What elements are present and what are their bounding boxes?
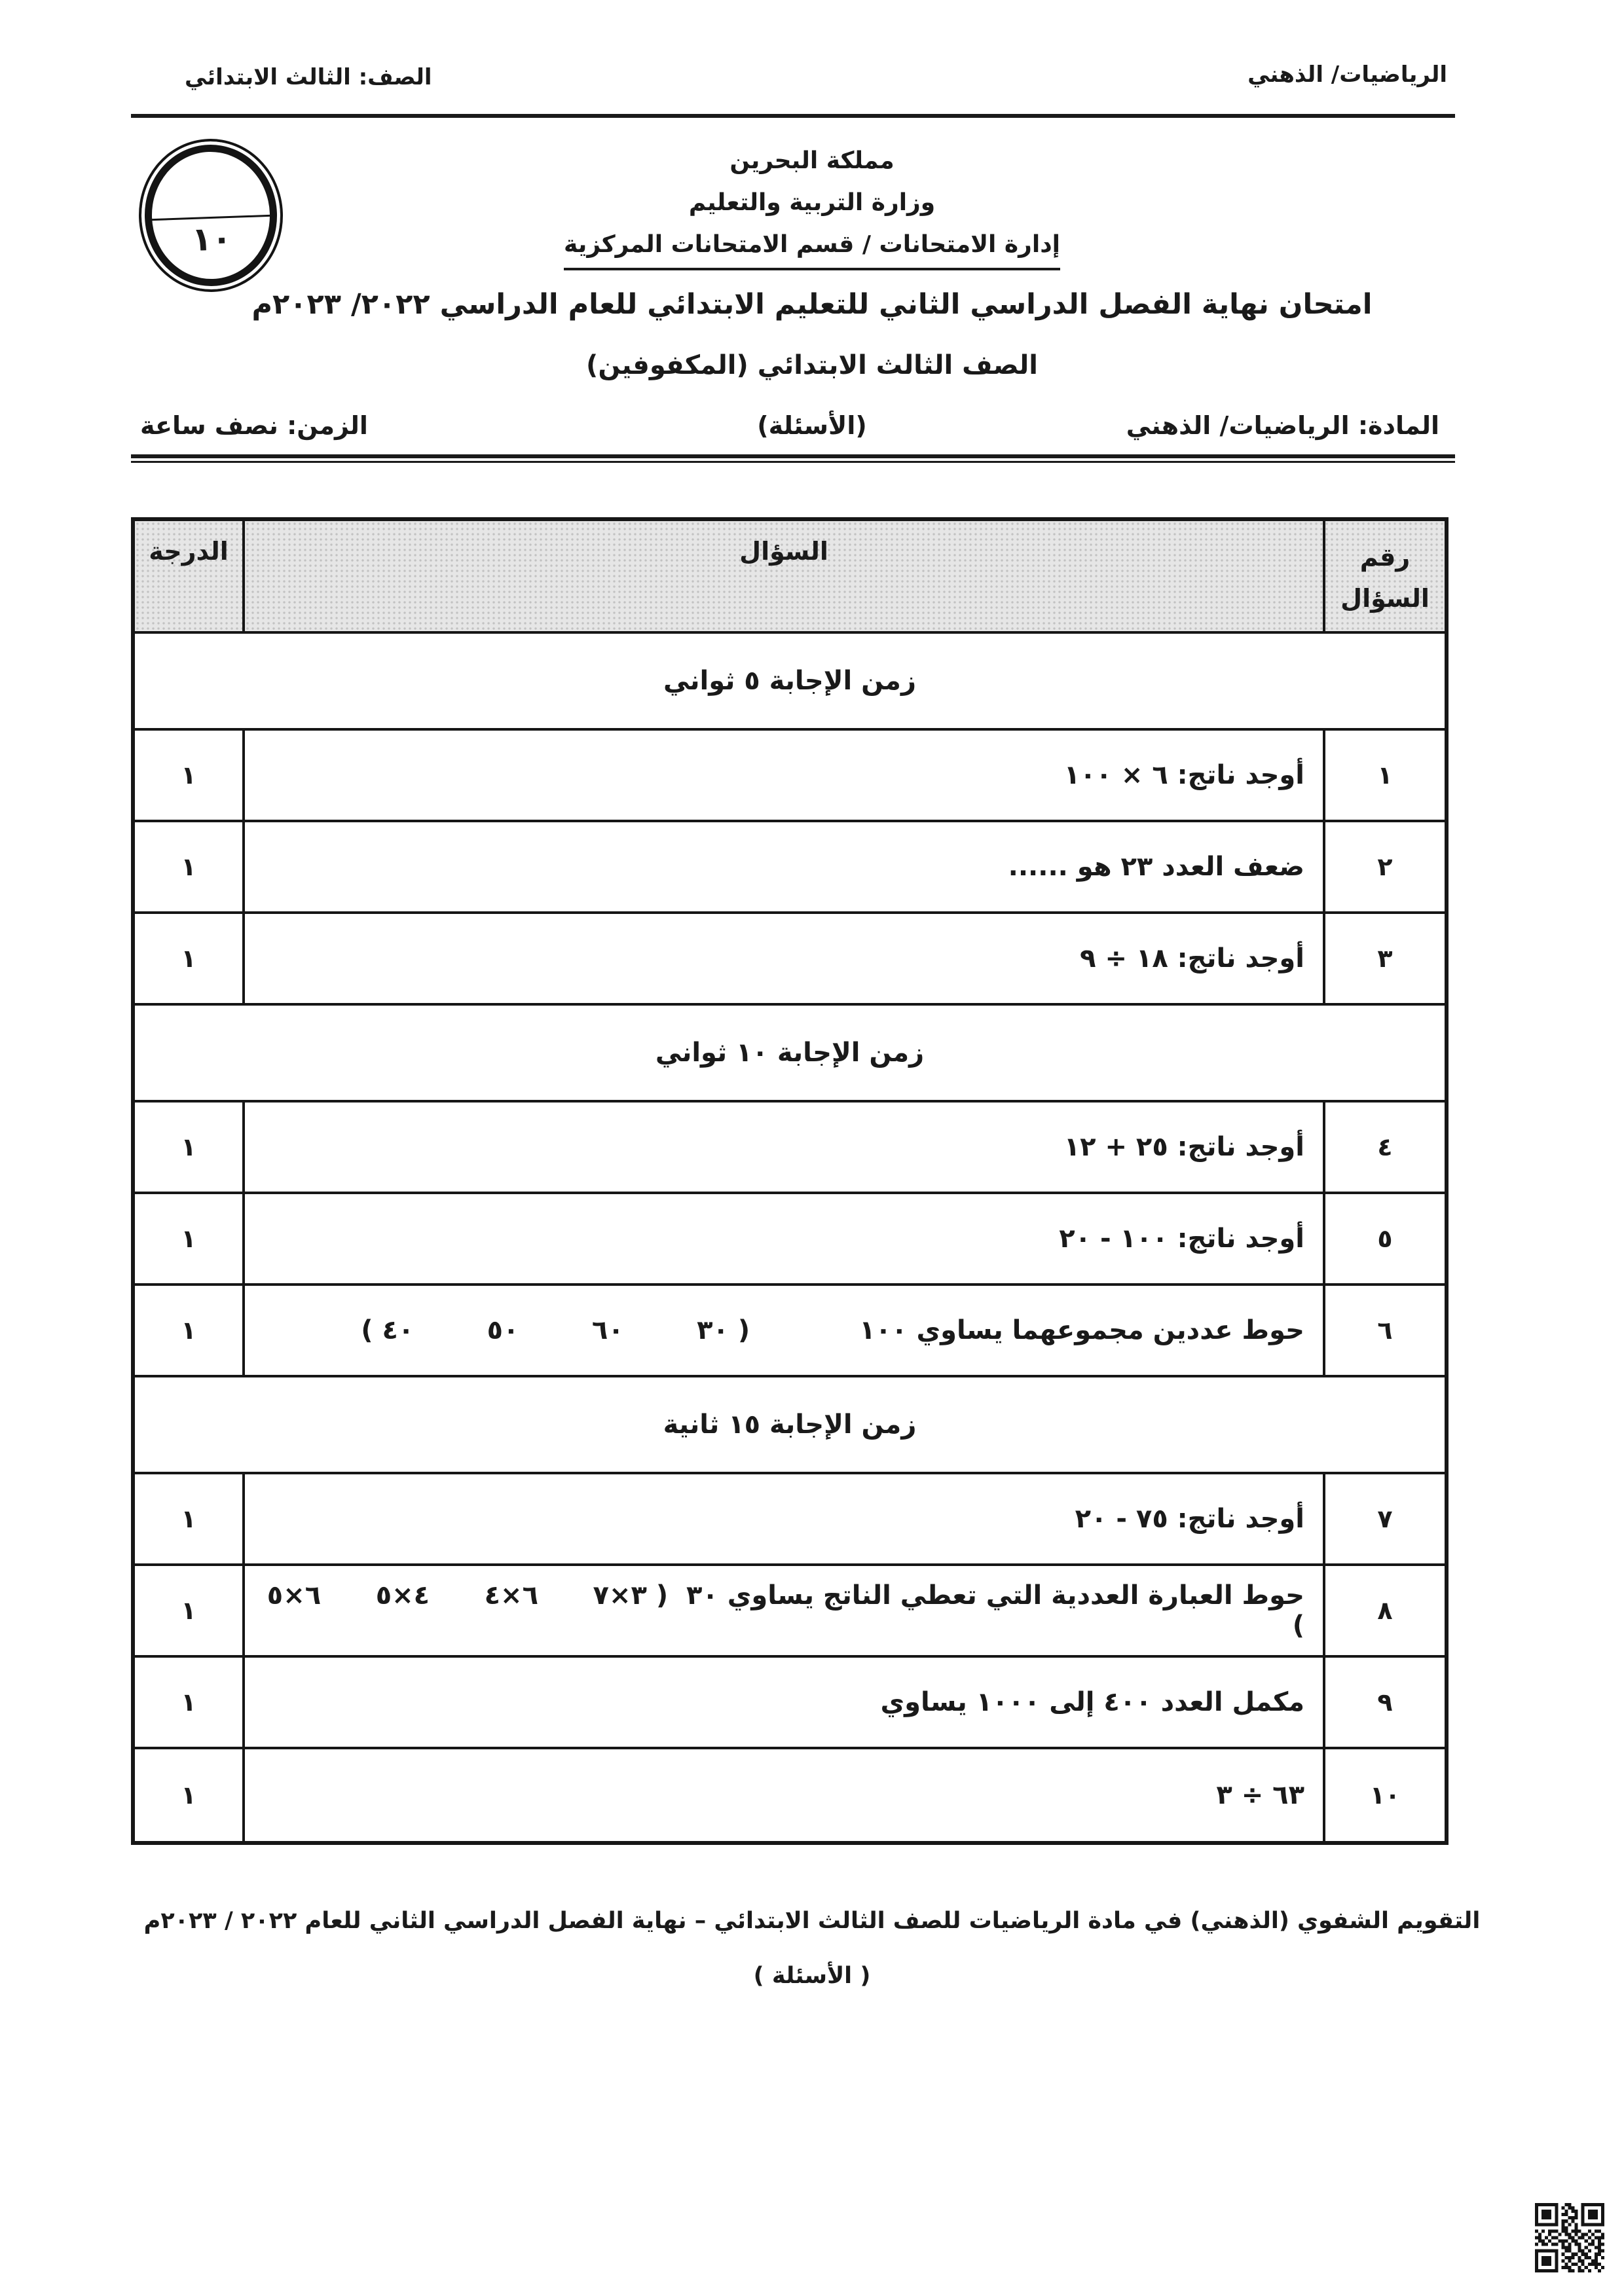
strip-subject-label: الرياضيات/ الذهني (1247, 62, 1447, 88)
header-double-rule (131, 454, 1455, 463)
table-row-q3 (135, 914, 1445, 1006)
score-badge-value: ١٠ (191, 219, 232, 259)
question-cell (242, 1474, 1325, 1563)
score-cell: ١ (181, 1224, 196, 1253)
header-question: السؤال (242, 521, 1325, 631)
info-questions-label: (الأسئلة) (757, 411, 867, 440)
question-number: ٢ (1377, 852, 1393, 881)
question-number: ٩ (1377, 1688, 1393, 1717)
header-question-number: رقم السؤال (1340, 543, 1430, 613)
score-cell: ١ (181, 1504, 196, 1533)
score-cell: ١ (181, 1596, 196, 1625)
question-number: ١٠ (1369, 1781, 1401, 1810)
question-cell (242, 1658, 1325, 1747)
table-row-q1 (135, 731, 1445, 822)
section-label: زمن الإجابة ١٥ ثانية (663, 1410, 917, 1440)
score-cell: ١ (181, 1688, 196, 1717)
question-text: حوط العبارة العددية التي تعطي الناتج يساوي ٣٠ ( ٣×٧ ٦×٤ ٤×٥ ٦×٥ ) (257, 1580, 1304, 1641)
info-subject: المادة: الرياضيات/ الذهني (1126, 411, 1439, 440)
question-number: ١ (1377, 761, 1393, 790)
question-text: أوجد ناتج: ٧٥ - ٢٠ (1075, 1504, 1304, 1534)
kingdom-line: مملكة البحرين (729, 147, 895, 174)
table-row-q5 (135, 1194, 1445, 1286)
qr-code-svg (1535, 2202, 1604, 2273)
top-divider-rule (131, 114, 1455, 118)
question-text: أوجد ناتج: ٦ × ١٠٠ (1063, 760, 1304, 790)
section-label: زمن الإجابة ٥ ثواني (663, 666, 916, 696)
question-cell (242, 731, 1325, 820)
score-cell: ١ (181, 1781, 196, 1810)
footer-line-1: التقويم الشفوي (الذهني) في مادة الرياضيات للصف الثالث الابتدائي – نهاية الفصل الدراسي الثاني للعام ٢٠٢٢ / ٢٠٢٣م (143, 1908, 1481, 1934)
question-text: مكمل العدد ٤٠٠ إلى ١٠٠٠ يساوي (880, 1687, 1304, 1717)
table-header-row (135, 521, 1445, 634)
section-row-15-seconds (135, 1377, 1445, 1474)
question-cell (242, 914, 1325, 1003)
section-row-10-seconds (135, 1006, 1445, 1102)
footer-line-2: ( الأسئلة ) (753, 1963, 871, 1989)
table-row-q9 (135, 1658, 1445, 1749)
table-row-q8 (135, 1566, 1445, 1658)
score-cell: ١ (181, 944, 196, 973)
question-text: أوجد ناتج: ١٠٠ - ٢٠ (1059, 1224, 1304, 1254)
question-text: حوط عددين مجموعهما يساوي ١٠٠ ( ٣٠ ٦٠ ٥٠ ٤٠ ) (361, 1315, 1304, 1345)
question-text: ٦٣ ÷ ٣ (1216, 1780, 1304, 1810)
question-number: ٥ (1377, 1224, 1393, 1253)
exam-title: امتحان نهاية الفصل الدراسي الثاني للتعليم الابتدائي للعام الدراسي ٢٠٢٢/ ٢٠٢٣م (251, 288, 1373, 321)
questions-table (131, 517, 1449, 1845)
table-row-q7 (135, 1474, 1445, 1566)
qr-code (1535, 2202, 1604, 2273)
score-cell: ١ (181, 1133, 196, 1161)
question-cell (242, 1566, 1325, 1655)
table-row-q4 (135, 1102, 1445, 1194)
question-number: ٨ (1377, 1596, 1393, 1625)
info-time: الزمن: نصف ساعة (140, 411, 368, 440)
question-cell (242, 1102, 1325, 1192)
table-row-q6 (135, 1286, 1445, 1377)
question-text: ضعف العدد ٢٣ هو ...... (1008, 852, 1304, 882)
strip-grade-label: الصف: الثالث الابتدائي (185, 64, 432, 90)
question-number: ٦ (1377, 1316, 1393, 1345)
question-text: أوجد ناتج: ٢٥ + ١٢ (1063, 1132, 1304, 1162)
question-number: ٧ (1377, 1504, 1393, 1533)
score-cell: ١ (181, 761, 196, 790)
score-cell: ١ (181, 852, 196, 881)
question-text: أوجد ناتج: ١٨ ÷ ٩ (1080, 943, 1304, 974)
department-line (0, 224, 1624, 270)
score-cell: ١ (181, 1316, 196, 1345)
table-row-q2 (135, 822, 1445, 914)
question-cell (242, 822, 1325, 911)
question-number: ٤ (1377, 1133, 1393, 1161)
section-row-5-seconds (135, 634, 1445, 731)
question-cell (242, 1749, 1325, 1841)
question-cell (242, 1194, 1325, 1283)
question-cell (242, 1286, 1325, 1375)
ministry-line: وزارة التربية والتعليم (688, 189, 936, 216)
header-score: الدرجة (149, 537, 229, 566)
department-line-text: إدارة الامتحانات / قسم الامتحانات المركزية (564, 224, 1060, 270)
exam-subtitle: الصف الثالث الابتدائي (المكفوفين) (586, 350, 1038, 380)
ministry-heading (0, 140, 1624, 270)
section-label: زمن الإجابة ١٠ ثواني (655, 1038, 925, 1068)
question-number: ٣ (1377, 944, 1393, 973)
table-row-q10 (135, 1749, 1445, 1841)
